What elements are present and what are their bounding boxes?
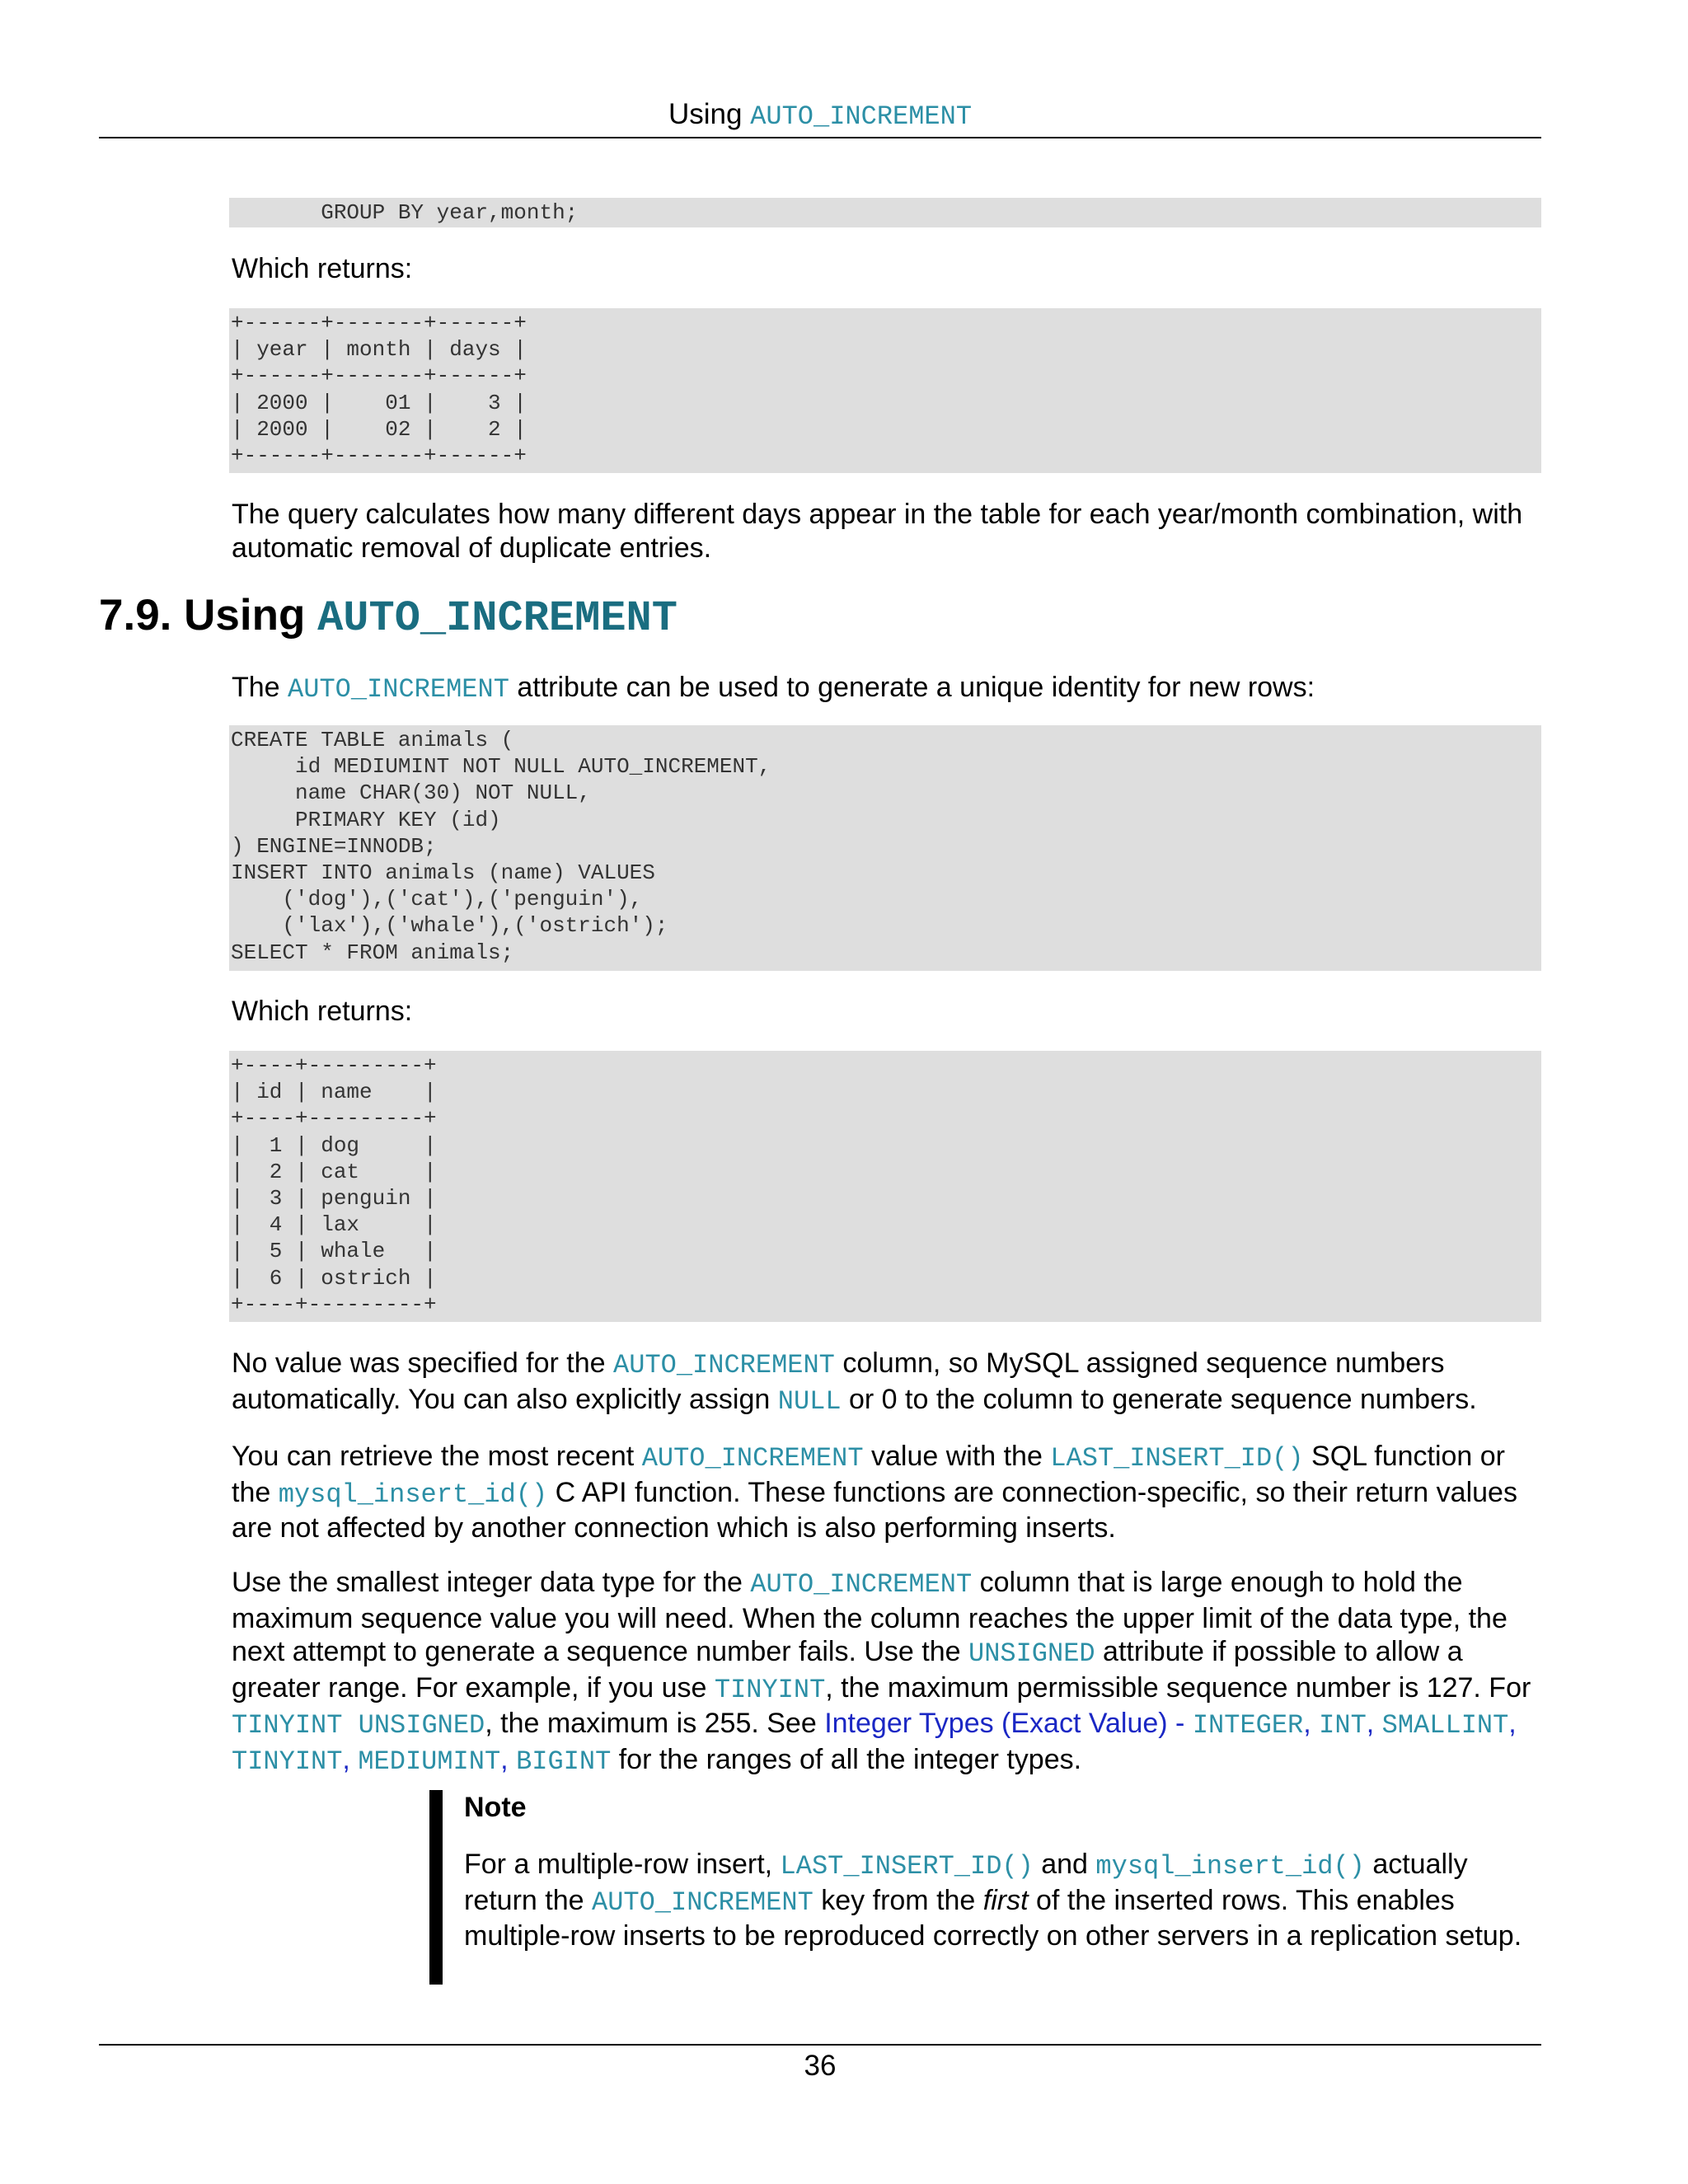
paragraph-no-value: No value was specified for the AUTO_INCREMENT column, so MySQL assigned sequence numbers automatically. You can also explicitly assign NULL or 0 to the column to generate sequence numbers. [232, 1347, 1477, 1417]
inline-code: AUTO_INCREMENT [288, 674, 509, 705]
inline-code: AUTO_INCREMENT [641, 1443, 864, 1474]
emphasis-first: first [982, 1884, 1029, 1916]
section-heading [99, 590, 678, 644]
note-text: For a multiple-row insert, LAST_INSERT_ID() and mysql_insert_id() actually return the AUTO_INCREMENT key from the first of the inserted rows. This enables multiple-row inserts to be reproduced correctly on other servers in a replication setup. [464, 1849, 1522, 1952]
inline-code: LAST_INSERT_ID() [1050, 1443, 1304, 1474]
mediumint-link-code[interactable]: MEDIUMINT [358, 1746, 501, 1777]
bigint-link-code[interactable]: BIGINT [516, 1746, 612, 1777]
paragraph-retrieve: You can retrieve the most recent AUTO_INCREMENT value with the LAST_INSERT_ID() SQL function or the mysql_insert_id() C API function. These functions are connection-specific, so their return values are not affected by another connection which is also performing inserts. [232, 1441, 1517, 1544]
inline-code: NULL [777, 1385, 842, 1417]
code-block-group-by: GROUP BY year,month; [229, 198, 1541, 227]
header-prefix: Using [668, 98, 751, 130]
query-explanation: The query calculates how many different days appear in the table for each year/month combination, with automatic removal of duplicate entries. [232, 499, 1523, 564]
paragraph-smallest-type: Use the smallest integer data type for the AUTO_INCREMENT column that is large enough to hold the maximum sequence value you will need. When the column reaches the upper limit of the data type, the next attempt to generate a sequence number fails. Use the UNSIGNED attribute if possible to allow a greater range. For example, if you use TINYINT, the maximum permissible sequence number is 127. For TINYINT UNSIGNED, the maximum is 255. See Integer Types (Exact Value) - INTEGER, INT, SMALLINT, TINYINT, MEDIUMINT, BIGINT for the ranges of all the integer types. [232, 1567, 1531, 1777]
inline-code: mysql_insert_id() [1095, 1851, 1365, 1882]
int-link-code[interactable]: INT [1319, 1710, 1367, 1741]
inline-code: TINYINT UNSIGNED [232, 1710, 485, 1741]
inline-code: TINYINT [714, 1674, 826, 1705]
inline-code: AUTO_INCREMENT [591, 1886, 814, 1918]
note-box [429, 1790, 1542, 1985]
page-header [0, 97, 1640, 134]
header-code: AUTO_INCREMENT [750, 101, 973, 132]
result-table-2: +----+---------+ | id | name | +----+---------+ | 1 | dog | | 2 | cat | | 3 | penguin | | 4 | lax | | 5 | whale | | 6 | ostrich | +----+---------+ [229, 1051, 1541, 1322]
section-heading-text: 7.9. Using [99, 591, 318, 640]
note-bar [429, 1790, 443, 1985]
tinyint-link-code[interactable]: TINYINT [232, 1746, 343, 1777]
which-returns-2: Which returns: [232, 996, 413, 1027]
inline-code: UNSIGNED [968, 1638, 1095, 1669]
which-returns-1: Which returns: [232, 253, 413, 284]
integer-link-code[interactable]: INTEGER [1192, 1710, 1304, 1741]
inline-code: mysql_insert_id() [278, 1479, 548, 1510]
inline-code: AUTO_INCREMENT [613, 1350, 835, 1380]
footer-rule [99, 2044, 1541, 2046]
inline-code: AUTO_INCREMENT [750, 1569, 973, 1600]
intro-paragraph: The AUTO_INCREMENT attribute can be used to generate a unique identity for new rows: [232, 672, 1315, 705]
page-number: 36 [804, 2050, 837, 2082]
link-separator[interactable]: - [1167, 1708, 1193, 1739]
note-title: Note [464, 1792, 527, 1823]
inline-code: LAST_INSERT_ID() [780, 1851, 1034, 1882]
result-table-1: +------+-------+------+ | year | month | days | +------+-------+------+ | 2000 | 01 | 3 | | 2000 | 02 | 2 | +------+-------+------+ [229, 308, 1541, 473]
code-block-create-table: CREATE TABLE animals ( id MEDIUMINT NOT NULL AUTO_INCREMENT, name CHAR(30) NOT NULL, PRIMARY KEY (id) ) ENGINE=INNODB; INSERT INTO animals (name) VALUES ('dog'),('cat'),('penguin'), ('lax'),('whale'),('ostrich'); SELECT * FROM animals; [229, 725, 1541, 971]
smallint-link-code[interactable]: SMALLINT [1381, 1710, 1509, 1741]
integer-types-link[interactable]: Integer Types (Exact Value) [824, 1708, 1168, 1739]
section-heading-code: AUTO_INCREMENT [317, 594, 678, 643]
header-rule [99, 137, 1541, 138]
